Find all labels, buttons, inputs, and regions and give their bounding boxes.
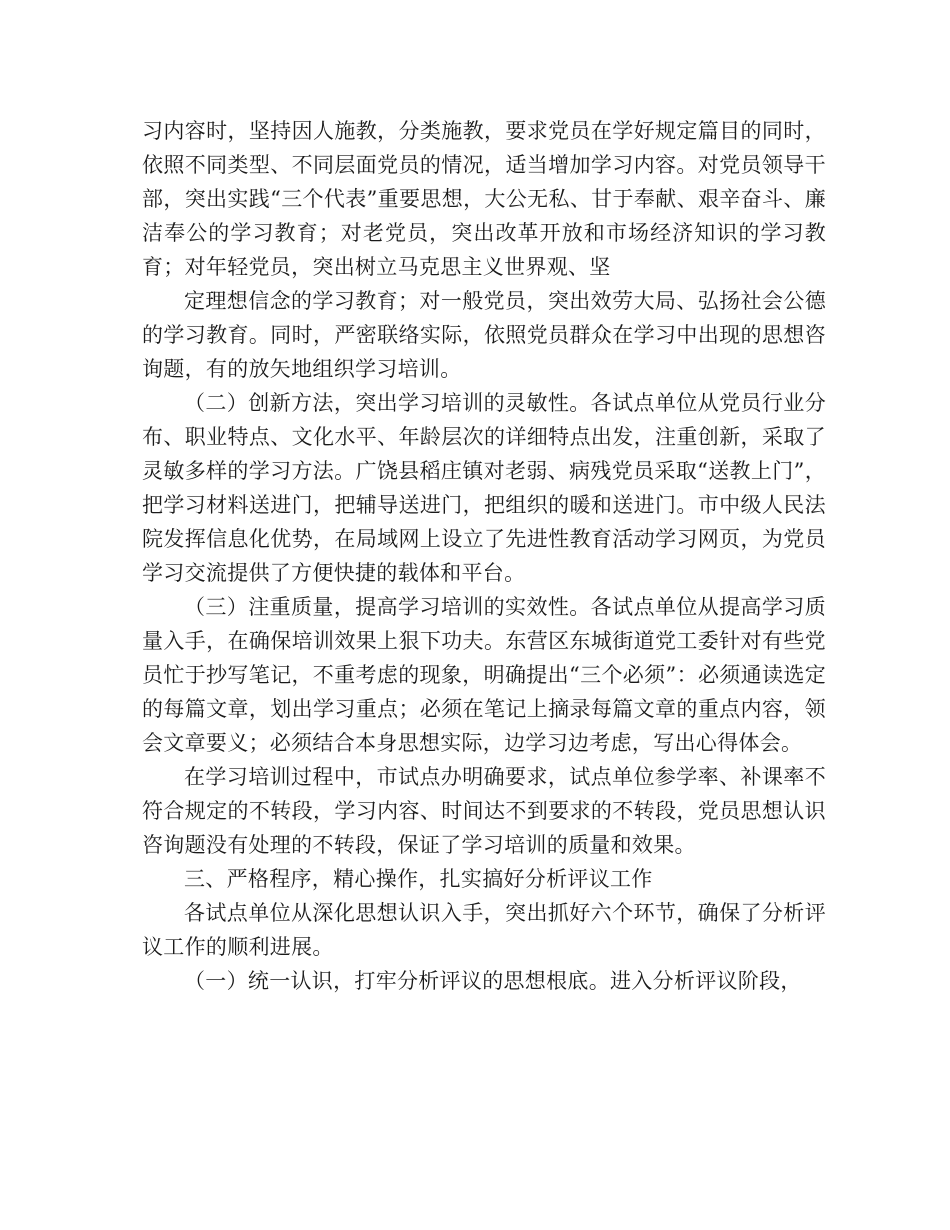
paragraph-section-3: （三）注重质量，提高学习培训的实效性。各试点单位从提高学习质量入手，在确保培训效果上狠下功夫。东营区东城街道党工委针对有些党员忙于抄写笔记，不重考虑的现象，明确提出“三个必须”：必须通读选定的每篇文章，划出学习重点；必须在笔记上摘录每篇文章的重点内容，领会文章要义；必须结合本身思想实际，边学习边考虑，写出心得体会。 [142,595,826,755]
paragraph: 在学习培训过程中，市试点办明确要求，试点单位参学率、补课率不符合规定的不转段，学习内容、时间达不到要求的不转段，党员思想认识咨询题没有处理的不转段，保证了学习培训的质量和效果。 [142,765,826,857]
paragraph-section-2: （二）创新方法，突出学习培训的灵敏性。各试点单位从党员行业分布、职业特点、文化水平、年龄层次的详细特点出发，注重创新，采取了灵敏多样的学习方法。广饶县稻庄镇对老弱、病残党员采取“送教上门”，把学习材料送进门，把辅导送进门，把组织的暖和送进门。市中级人民法院发挥信息化优势，在局域网上设立了先进性教育活动学习网页，为党员学习交流提供了方便快捷的载体和平台。 [142,391,826,585]
section-heading: 三、严格程序，精心操作，扎实搞好分析评议工作 [184,867,653,891]
paragraph-section-1: （一）统一认识，打牢分析评议的思想根底。进入分析评议阶段， [184,969,802,993]
document-body [142,114,826,998]
paragraph: 定理想信念的学习教育；对一般党员，突出效劳大局、弘扬社会公德的学习教育。同时，严密联络实际，依照党员群众在学习中出现的思想咨询题，有的放矢地组织学习培训。 [142,289,826,381]
paragraph-continuation: 习内容时，坚持因人施教，分类施教，要求党员在学好规定篇目的同时，依照不同类型、不同层面党员的情况，适当增加学习内容。对党员领导干部，突出实践“三个代表”重要思想，大公无私、甘于奉献、艰辛奋斗、廉洁奉公的学习教育；对老党员，突出改革开放和市场经济知识的学习教育；对年轻党员，突出树立马克思主义世界观、坚 [142,119,826,279]
paragraph: 各试点单位从深化思想认识入手，突出抓好六个环节，确保了分析评议工作的顺利进展。 [142,901,826,959]
